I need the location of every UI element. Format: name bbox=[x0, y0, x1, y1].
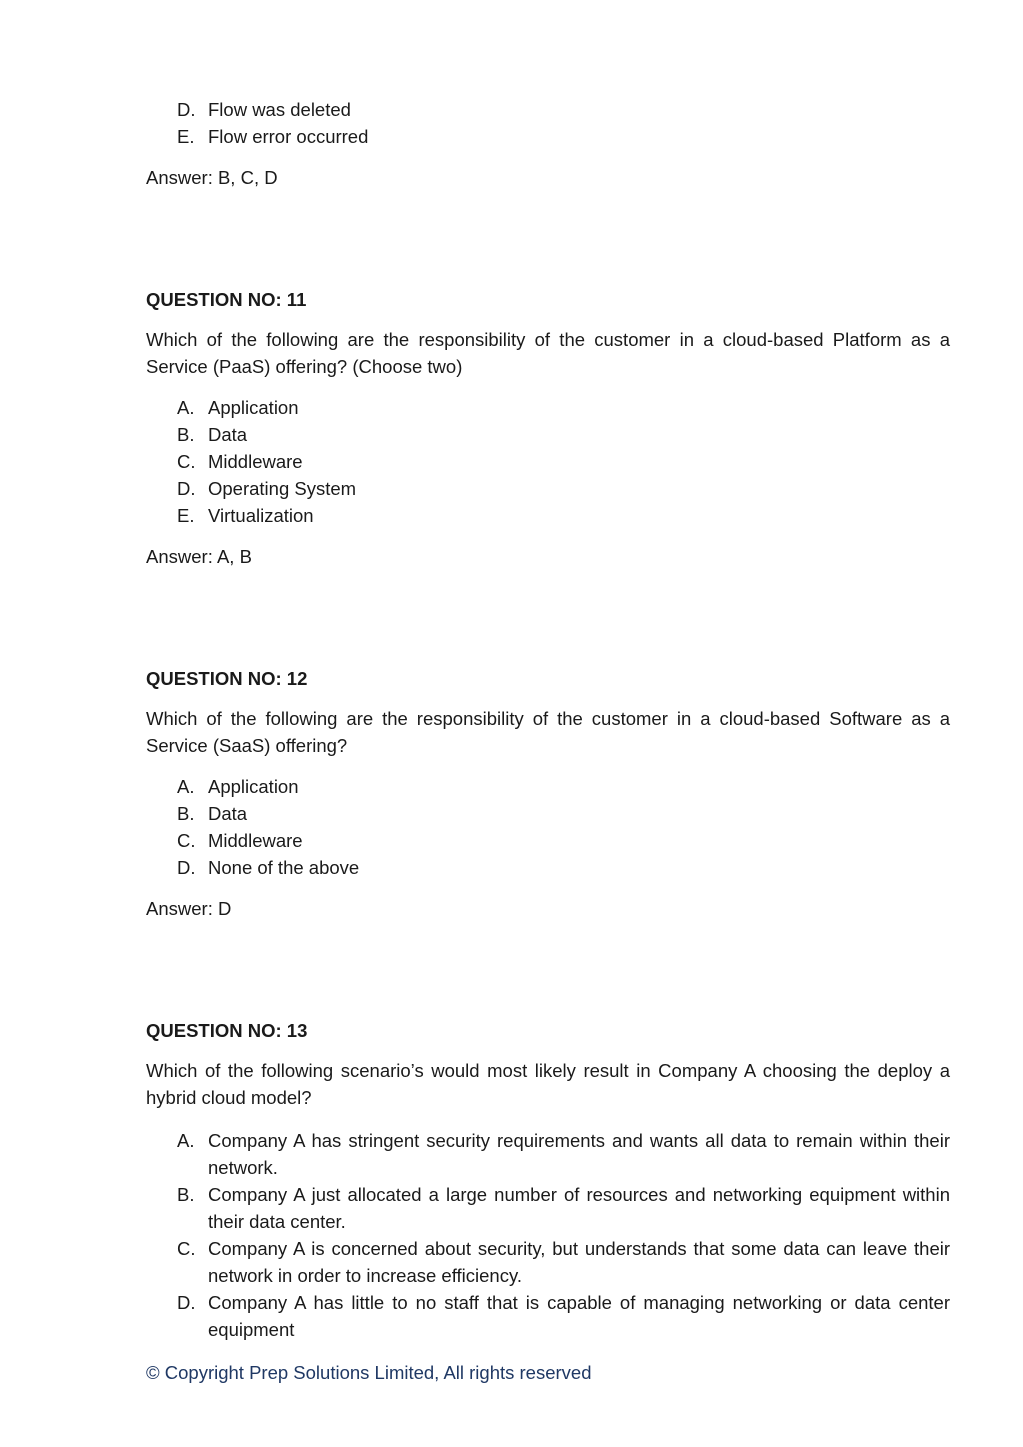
option-letter: E. bbox=[177, 505, 195, 526]
option-letter: D. bbox=[177, 99, 196, 120]
option-text: Company A just allocated a large number of resources and networking equipment within their data center. bbox=[208, 1184, 950, 1232]
option-text: Company A has stringent security requirements and wants all data to remain within their network. bbox=[208, 1130, 950, 1178]
option-text: Middleware bbox=[208, 451, 303, 472]
answer-line: Answer: D bbox=[146, 898, 232, 919]
option-item bbox=[146, 1127, 950, 1181]
option-text: Data bbox=[208, 424, 248, 445]
option-item bbox=[146, 827, 950, 854]
option-letter: C. bbox=[177, 1238, 196, 1259]
question-text: Which of the following are the responsibility of the customer in a cloud-based Software as a Service (SaaS) offering? bbox=[146, 708, 950, 756]
option-letter: B. bbox=[177, 424, 195, 445]
copyright-footer: © Copyright Prep Solutions Limited, All rights reserved bbox=[146, 1362, 592, 1383]
option-item bbox=[146, 1289, 950, 1343]
option-item bbox=[146, 800, 950, 827]
option-item bbox=[146, 1181, 950, 1235]
option-letter: A. bbox=[177, 1130, 195, 1151]
document-page bbox=[146, 96, 950, 1343]
option-text: Application bbox=[208, 776, 299, 797]
option-item bbox=[146, 448, 950, 475]
option-item bbox=[146, 502, 950, 529]
option-text: Data bbox=[208, 803, 248, 824]
question-heading: QUESTION NO: 13 bbox=[146, 1020, 308, 1041]
option-list bbox=[146, 394, 950, 529]
question-13 bbox=[146, 1017, 950, 1343]
option-item bbox=[146, 773, 950, 800]
question-11 bbox=[146, 286, 950, 570]
option-text: Flow error occurred bbox=[208, 126, 369, 147]
option-item bbox=[146, 96, 950, 123]
prev-question-tail bbox=[146, 96, 950, 191]
option-text: Company A is concerned about security, but understands that some data can leave their network in order to increase efficiency. bbox=[208, 1238, 950, 1286]
answer-line: Answer: A, B bbox=[146, 546, 252, 567]
option-letter: B. bbox=[177, 1184, 195, 1205]
answer-line: Answer: B, C, D bbox=[146, 167, 278, 188]
option-letter: E. bbox=[177, 126, 195, 147]
option-text: Flow was deleted bbox=[208, 99, 351, 120]
option-text: Virtualization bbox=[208, 505, 314, 526]
question-12 bbox=[146, 665, 950, 922]
option-item bbox=[146, 394, 950, 421]
option-list bbox=[146, 1127, 950, 1343]
option-item bbox=[146, 1235, 950, 1289]
option-text: Company A has little to no staff that is capable of managing networking or data center equipment bbox=[208, 1292, 950, 1340]
option-letter: A. bbox=[177, 397, 195, 418]
question-heading: QUESTION NO: 12 bbox=[146, 668, 308, 689]
option-text: Middleware bbox=[208, 830, 303, 851]
option-item bbox=[146, 475, 950, 502]
question-text: Which of the following scenario’s would most likely result in Company A choosing the deploy a hybrid cloud model? bbox=[146, 1060, 950, 1108]
option-letter: D. bbox=[177, 1292, 196, 1313]
option-text: Operating System bbox=[208, 478, 357, 499]
option-letter: B. bbox=[177, 803, 195, 824]
option-letter: D. bbox=[177, 478, 196, 499]
option-list bbox=[146, 773, 950, 881]
option-item bbox=[146, 854, 950, 881]
option-text: Application bbox=[208, 397, 299, 418]
question-text: Which of the following are the responsibility of the customer in a cloud-based Platform as a Service (PaaS) offering? (Choose two) bbox=[146, 329, 950, 377]
question-heading: QUESTION NO: 11 bbox=[146, 289, 307, 310]
option-letter: D. bbox=[177, 857, 196, 878]
option-letter: C. bbox=[177, 451, 196, 472]
option-list bbox=[146, 96, 950, 150]
option-item bbox=[146, 421, 950, 448]
option-letter: A. bbox=[177, 776, 195, 797]
option-item bbox=[146, 123, 950, 150]
option-letter: C. bbox=[177, 830, 196, 851]
option-text: None of the above bbox=[208, 857, 360, 878]
